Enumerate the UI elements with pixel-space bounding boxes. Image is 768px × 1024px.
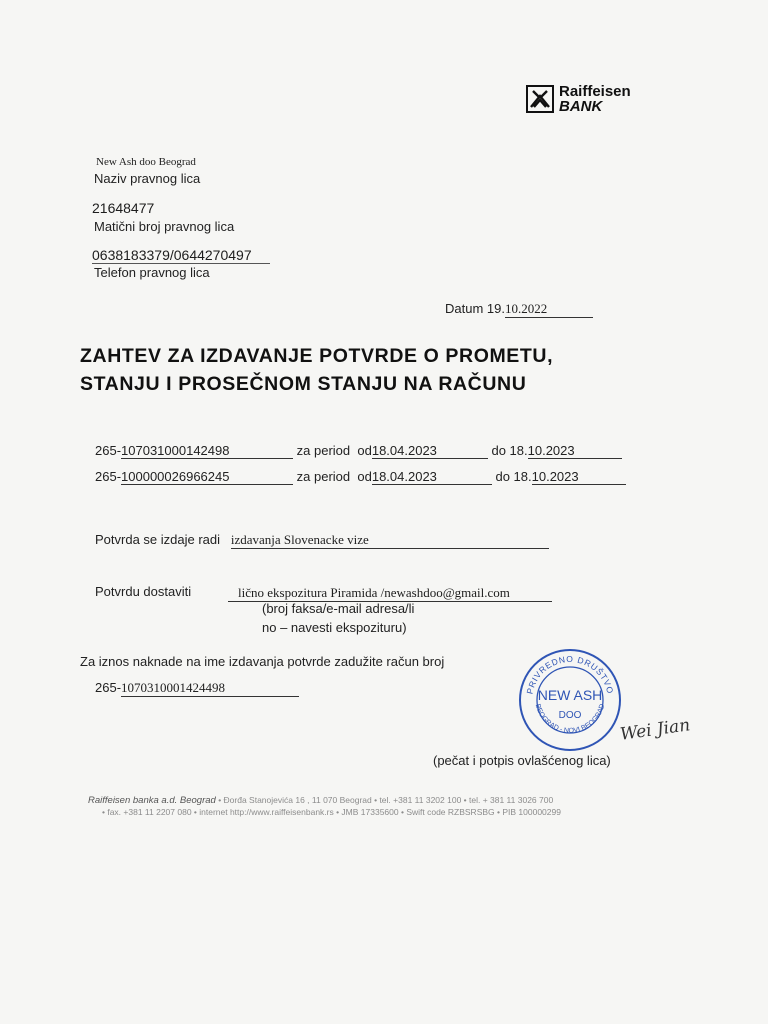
signature: Wei Jian xyxy=(618,715,692,745)
footer-line1 xyxy=(88,795,561,806)
phone-underline xyxy=(92,263,270,264)
period-to: 10.2023 xyxy=(528,443,622,459)
account-prefix: 265- xyxy=(95,443,122,458)
from-label: od xyxy=(357,443,372,458)
document-title-line2: STANJU I PROSEČNOM STANJU NA RAČUNU xyxy=(80,373,527,395)
footer-bank-name: Raiffeisen banka a.d. Beograd xyxy=(88,795,216,806)
company-phone-value: 0638183379/0644270497 xyxy=(92,247,252,263)
footer-line2: • fax. +381 11 2207 080 • internet http://www.raiffeisenbank.rs • JMB 17335600 • Swift code RZBSRSBG • PIB 100000299 xyxy=(102,807,561,817)
period-to: 10.2023 xyxy=(532,469,626,485)
document-title-line1: ZAHTEV ZA IZDAVANJE POTVRDE O PROMETU, xyxy=(80,345,554,367)
fee-prefix: 265- xyxy=(95,680,122,695)
period-from: 18.04.2023 xyxy=(372,469,492,485)
footer xyxy=(88,795,561,817)
company-name-label: Naziv pravnog lica xyxy=(94,171,201,186)
delivery-label: Potvrdu dostaviti xyxy=(95,584,192,599)
logo-mark-icon xyxy=(526,85,554,113)
date-value: 10.2022 xyxy=(505,301,593,318)
delivery-hint-2: no – navesti ekspozituru) xyxy=(262,620,407,635)
delivery-value: lično ekspozitura Piramida /newashdoo@gmail.com xyxy=(228,585,552,602)
period-label: za period xyxy=(296,469,351,484)
purpose-row xyxy=(95,532,549,549)
delivery-field xyxy=(228,584,552,602)
period-label: za period xyxy=(296,443,351,458)
fee-label: Za iznos naknade na ime izdavanja potvrde zadužite račun broj xyxy=(80,654,445,669)
company-reg-label: Matični broj pravnog lica xyxy=(94,219,235,234)
to-label: do 18. xyxy=(491,443,528,458)
company-reg-value: 21648477 xyxy=(92,200,155,216)
purpose-value: izdavanja Slovenacke vize xyxy=(231,532,549,549)
stamp-ring-text: PRIVREDNO DRUŠTVO xyxy=(524,653,616,696)
date-line xyxy=(445,301,593,318)
to-label: do 18. xyxy=(495,469,532,484)
date-label: Datum 19. xyxy=(445,301,505,316)
signature-caption: (pečat i potpis ovlašćenog lica) xyxy=(433,753,611,768)
company-stamp xyxy=(516,646,624,759)
account-row xyxy=(95,443,622,459)
delivery-hint-1: (broj faksa/e-mail adresa/li xyxy=(262,601,415,616)
logo-text-bank: BANK xyxy=(559,98,603,115)
company-phone-label: Telefon pravnog lica xyxy=(94,265,210,280)
account-row xyxy=(95,469,626,485)
stamp-center-line1: NEW ASH xyxy=(537,687,603,703)
stamp-center-line2: DOO xyxy=(558,710,582,721)
account-prefix: 265- xyxy=(95,469,122,484)
stamp-icon xyxy=(516,646,624,754)
account-number: 100000026966245 xyxy=(121,469,293,485)
fee-account-value: 1070310001424498 xyxy=(121,680,299,697)
period-from: 18.04.2023 xyxy=(372,443,488,459)
from-label: od xyxy=(357,469,372,484)
company-name-value: New Ash doo Beograd xyxy=(96,156,196,168)
footer-address: • Đorđa Stanojevića 16 , 11 070 Beograd • tel. +381 11 3202 100 • tel. + 381 11 3026 700 xyxy=(218,795,554,805)
fee-row xyxy=(95,680,299,697)
logo-text-raiffeisen: Raiffeisen xyxy=(559,83,631,100)
account-number: 107031000142498 xyxy=(121,443,293,459)
stamp-bottom-text: BEOGRAD - NOVI BEOGRAD xyxy=(533,703,607,735)
purpose-label: Potvrda se izdaje radi xyxy=(95,532,221,547)
